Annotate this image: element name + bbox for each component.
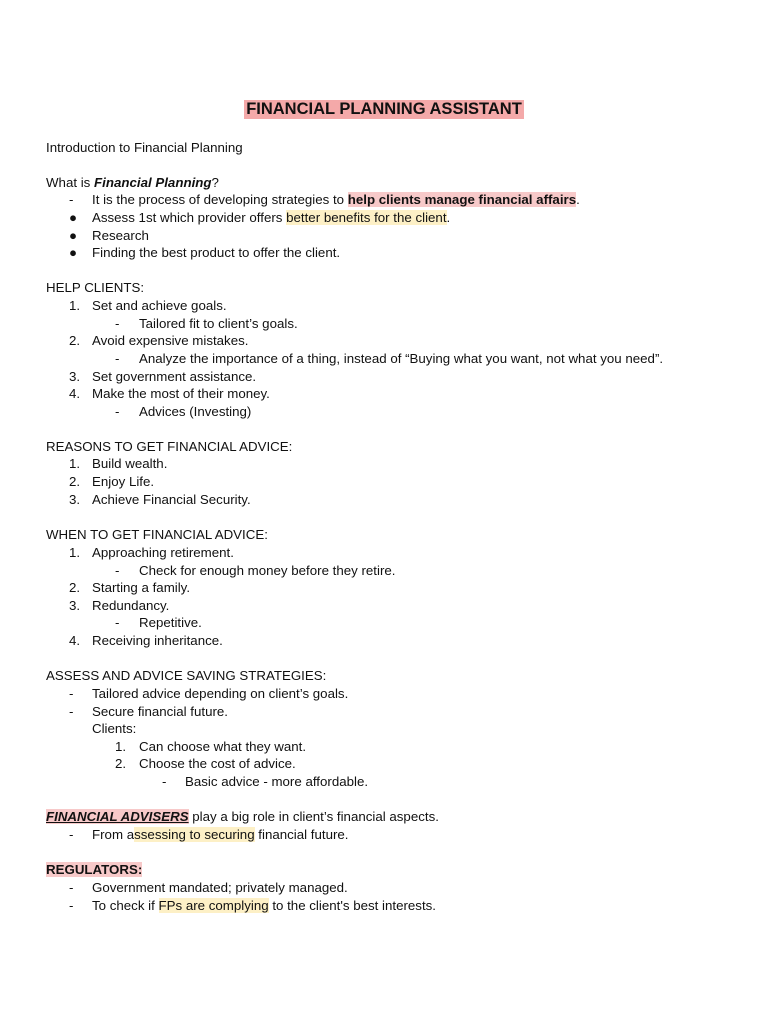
reasons-item: Build wealth. bbox=[92, 456, 168, 471]
bullet-marker: ● bbox=[69, 245, 78, 260]
help-item: Set government assistance. bbox=[92, 369, 257, 384]
number-marker: 3. bbox=[69, 598, 81, 613]
what-item-2-pre: Assess 1st which provider offers bbox=[92, 210, 287, 225]
what-item-1 bbox=[92, 192, 580, 208]
dash-marker: - bbox=[69, 827, 74, 842]
number-marker: 2. bbox=[115, 756, 127, 771]
advisers-sub-highlight: ssessing to securing bbox=[134, 827, 255, 842]
dash-marker: - bbox=[69, 880, 74, 895]
assess-subitem: Can choose what they want. bbox=[139, 739, 307, 754]
number-marker: 1. bbox=[69, 545, 81, 560]
assess-subsubitem: Basic advice - more affordable. bbox=[185, 774, 369, 789]
help-subitem: Tailored fit to client’s goals. bbox=[139, 316, 298, 331]
assess-heading: ASSESS AND ADVICE SAVING STRATEGIES: bbox=[46, 668, 327, 683]
advisers-term: FINANCIAL ADVISERS bbox=[46, 809, 189, 824]
what-item-1-pre: It is the process of developing strategies to bbox=[92, 192, 348, 207]
assess-clients-label: Clients: bbox=[92, 721, 137, 736]
reasons-item: Achieve Financial Security. bbox=[92, 492, 251, 507]
regulators-item: Government mandated; privately managed. bbox=[92, 880, 348, 895]
what-heading bbox=[46, 175, 219, 191]
what-prefix: What is bbox=[46, 175, 95, 190]
number-marker: 1. bbox=[69, 456, 81, 471]
number-marker: 3. bbox=[69, 492, 81, 507]
assess-item: Tailored advice depending on client’s goals. bbox=[92, 686, 349, 701]
when-subitem: Repetitive. bbox=[139, 615, 202, 630]
dash-marker: - bbox=[115, 615, 120, 630]
title-container bbox=[0, 100, 768, 119]
help-item: Set and achieve goals. bbox=[92, 298, 227, 313]
help-subitem: Analyze the importance of a thing, instead of “Buying what you want, not what you need”. bbox=[139, 351, 664, 366]
number-marker: 2. bbox=[69, 580, 81, 595]
regulators-item-2-pre: To check if bbox=[92, 898, 159, 913]
when-item: Redundancy. bbox=[92, 598, 170, 613]
when-item: Starting a family. bbox=[92, 580, 191, 595]
help-item: Avoid expensive mistakes. bbox=[92, 333, 249, 348]
dash-marker: - bbox=[115, 563, 120, 578]
number-marker: 4. bbox=[69, 633, 81, 648]
assess-item: Secure financial future. bbox=[92, 704, 229, 719]
regulators-item-2-highlight: FPs are complying bbox=[158, 898, 269, 913]
reasons-item: Enjoy Life. bbox=[92, 474, 155, 489]
advisers-sub-pre: From a bbox=[92, 827, 135, 842]
what-item-2-highlight: better benefits for the client bbox=[286, 210, 447, 225]
number-marker: 3. bbox=[69, 369, 81, 384]
dash-marker: - bbox=[162, 774, 167, 789]
what-item-2-post: . bbox=[446, 210, 451, 225]
what-item-1-highlight: help clients manage financial affairs bbox=[347, 192, 577, 207]
document-title: FINANCIAL PLANNING ASSISTANT bbox=[246, 100, 522, 118]
regulators-heading: REGULATORS: bbox=[46, 862, 143, 877]
when-heading: WHEN TO GET FINANCIAL ADVICE: bbox=[46, 527, 268, 542]
when-item: Approaching retirement. bbox=[92, 545, 234, 560]
dash-marker: - bbox=[69, 686, 74, 701]
number-marker: 2. bbox=[69, 474, 81, 489]
help-subitem: Advices (Investing) bbox=[139, 404, 252, 419]
bullet-marker: ● bbox=[69, 228, 78, 243]
what-item-2 bbox=[92, 210, 450, 226]
what-item-3: Research bbox=[92, 228, 149, 243]
advisers-sub-post: financial future. bbox=[254, 827, 349, 842]
what-suffix: ? bbox=[211, 175, 219, 190]
bullet-marker: ● bbox=[69, 210, 78, 225]
what-item-4: Finding the best product to offer the client. bbox=[92, 245, 341, 260]
help-heading: HELP CLIENTS: bbox=[46, 280, 145, 295]
number-marker: 4. bbox=[69, 386, 81, 401]
number-marker: 2. bbox=[69, 333, 81, 348]
intro-line: Introduction to Financial Planning bbox=[46, 140, 243, 155]
advisers-line bbox=[46, 809, 439, 825]
what-item-1-post: . bbox=[576, 192, 580, 207]
number-marker: 1. bbox=[115, 739, 127, 754]
reasons-heading: REASONS TO GET FINANCIAL ADVICE: bbox=[46, 439, 293, 454]
dash-marker: - bbox=[69, 704, 74, 719]
number-marker: 1. bbox=[69, 298, 81, 313]
when-item: Receiving inheritance. bbox=[92, 633, 223, 648]
help-item: Make the most of their money. bbox=[92, 386, 270, 401]
when-subitem: Check for enough money before they retire. bbox=[139, 563, 396, 578]
advisers-subitem bbox=[92, 827, 348, 843]
advisers-rest: play a big role in client’s financial aspects. bbox=[188, 809, 439, 824]
dash-marker: - bbox=[115, 316, 120, 331]
assess-subitem: Choose the cost of advice. bbox=[139, 756, 296, 771]
regulators-item-2 bbox=[92, 898, 436, 914]
dash-marker: - bbox=[69, 898, 74, 913]
regulators-item-2-post: to the client's best interests. bbox=[268, 898, 436, 913]
dash-marker: - bbox=[115, 404, 120, 419]
what-term: Financial Planning bbox=[94, 175, 212, 190]
dash-marker: - bbox=[115, 351, 120, 366]
regulators-heading-line bbox=[46, 862, 142, 878]
dash-marker: - bbox=[69, 192, 74, 207]
